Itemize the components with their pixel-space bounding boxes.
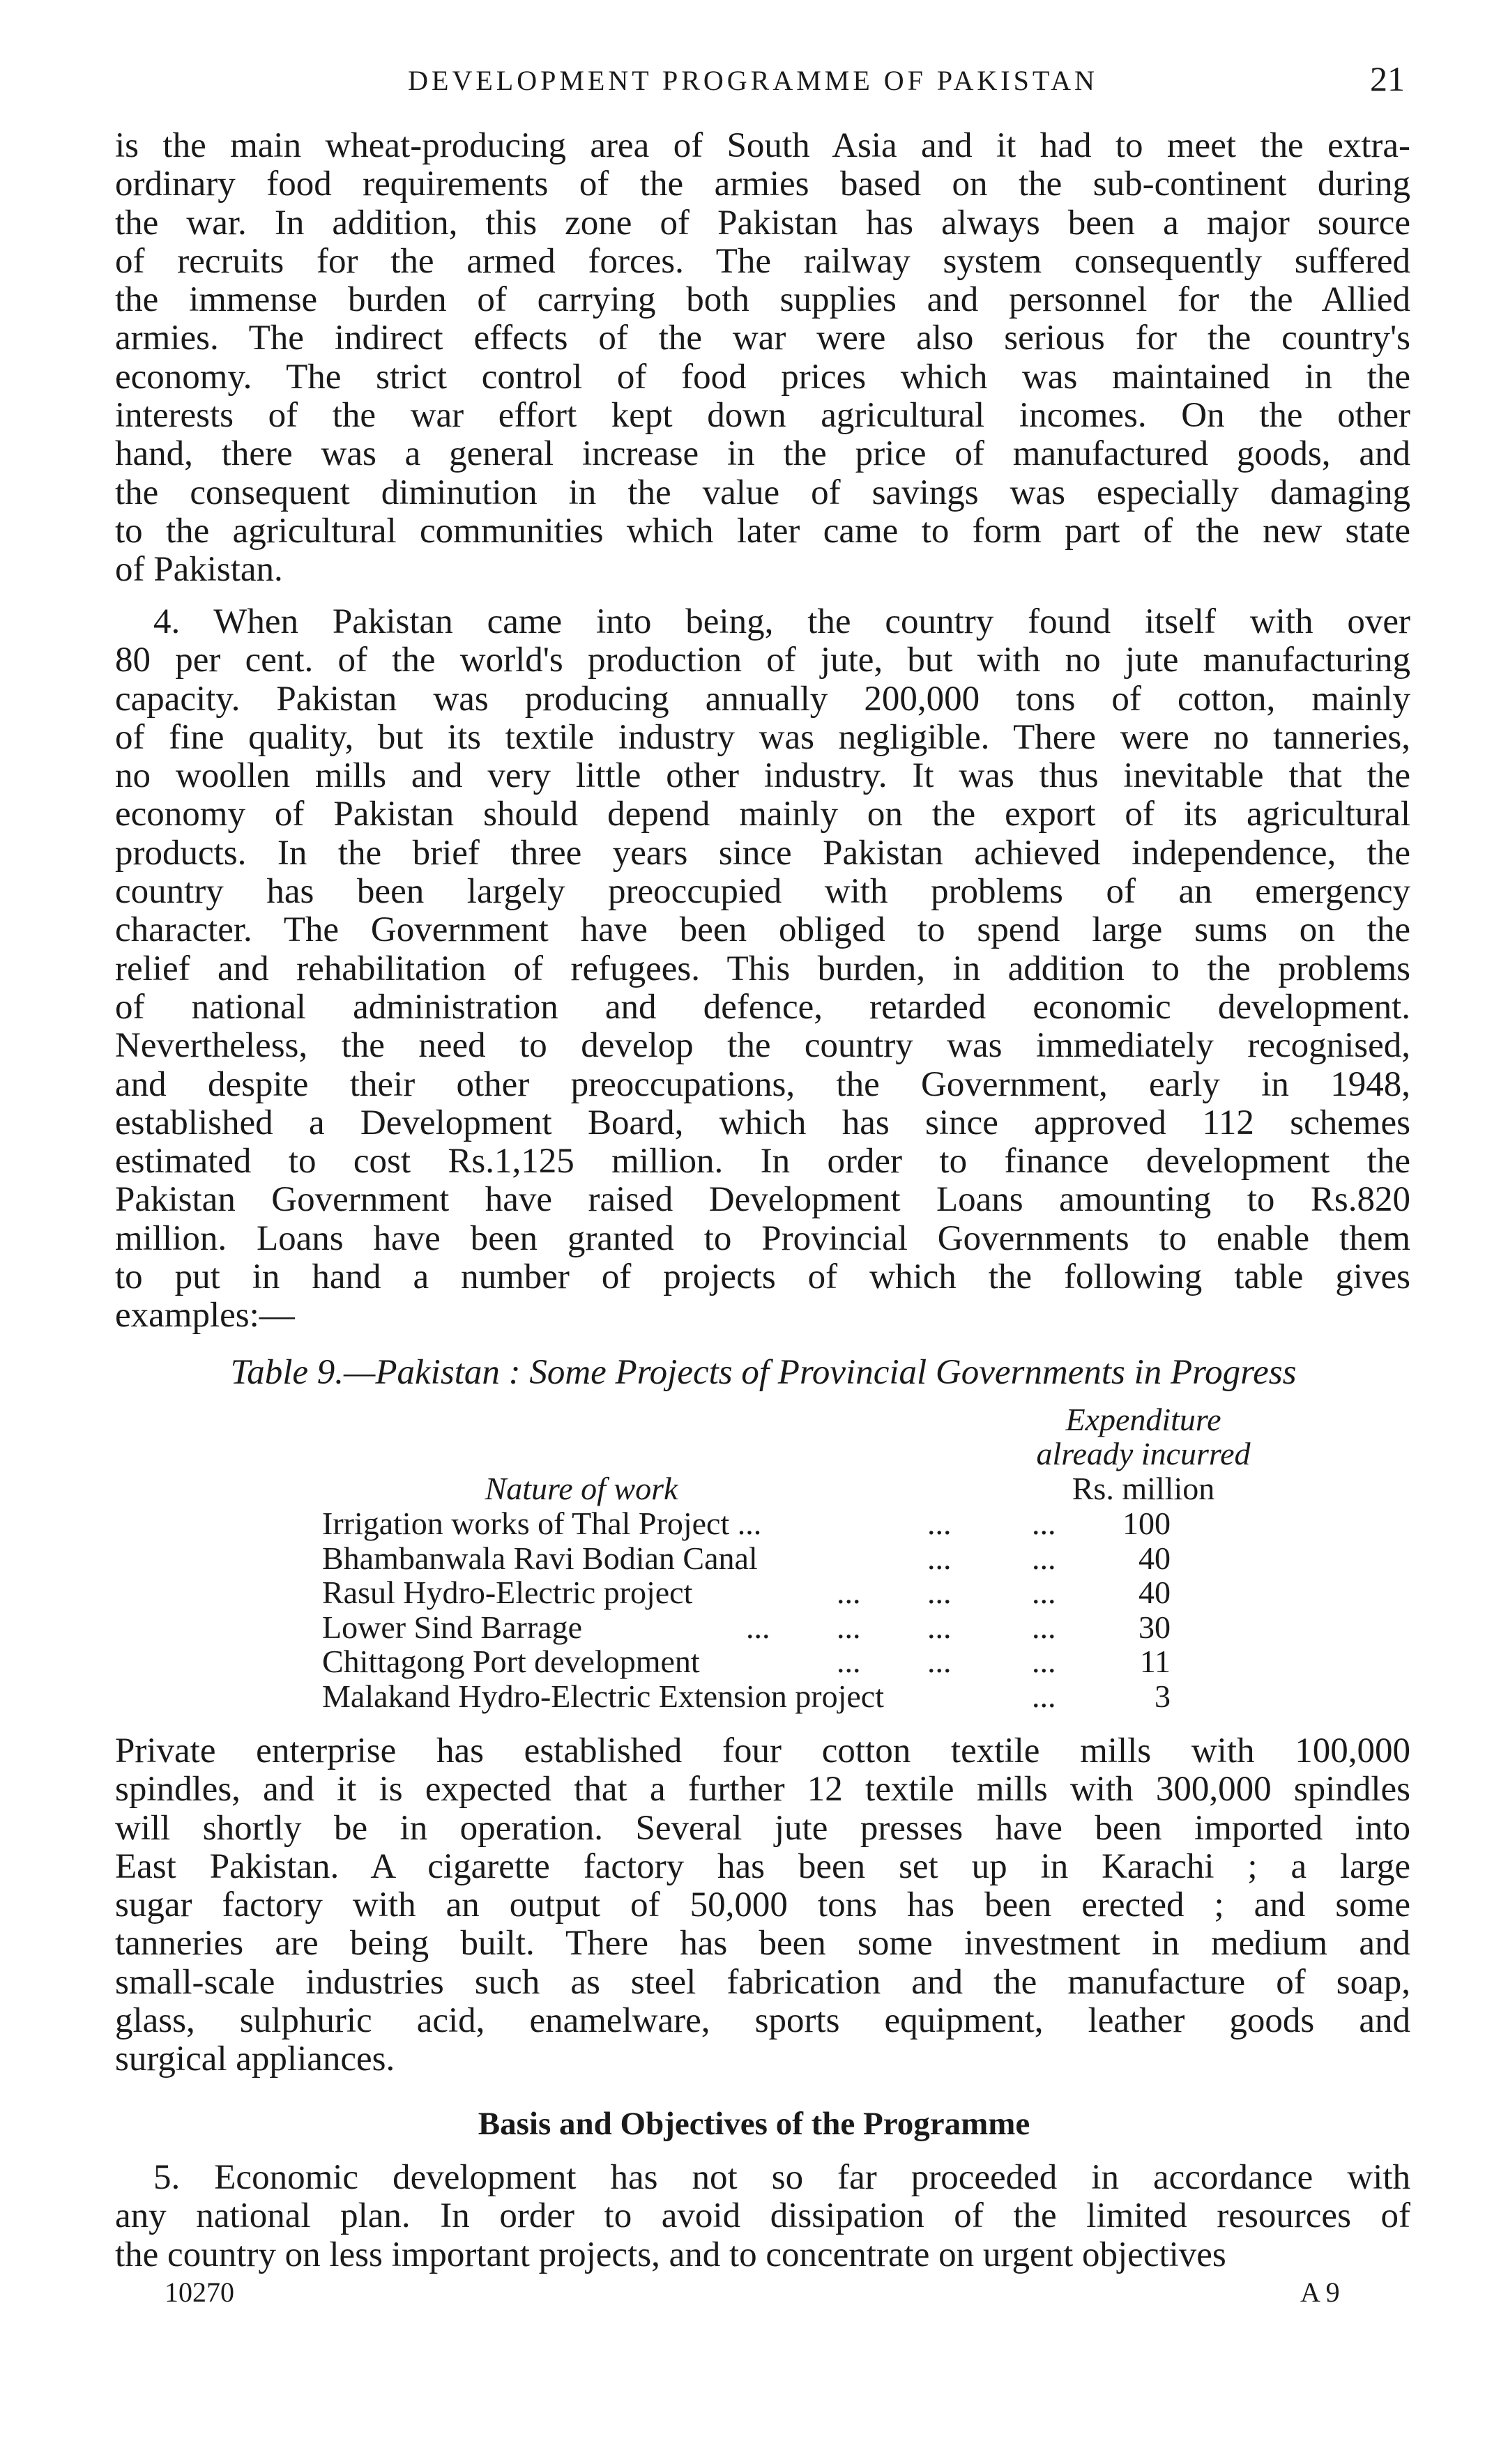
dot-leader: ... bbox=[927, 1575, 952, 1611]
text-line: Private enterprise has established four cotton textile mills with 100,000 bbox=[115, 1731, 1410, 1770]
page-number: 21 bbox=[1370, 59, 1405, 98]
dot-leader: ... bbox=[1032, 1540, 1056, 1576]
text-line: small-scale industries such as steel fabrication and the manufacture of soap, bbox=[115, 1962, 1410, 2002]
text-line: of Pakistan. bbox=[115, 550, 283, 590]
text-line: to put in hand a number of projects of which the following table gives bbox=[115, 1257, 1410, 1297]
text-line: surgical appliances. bbox=[115, 2040, 395, 2079]
table-col2-header-line2: already incurred bbox=[1036, 1436, 1251, 1471]
project-name: Malakand Hydro-Electric Extension project bbox=[322, 1678, 884, 1714]
paragraph-private-enterprise bbox=[115, 1732, 1410, 2079]
project-name: Chittagong Port development bbox=[322, 1644, 700, 1680]
expenditure-value: 30 bbox=[1138, 1609, 1171, 1645]
project-name: Irrigation works of Thal Project ... bbox=[322, 1506, 762, 1541]
text-line: country has been largely preoccupied with problems of an emergency bbox=[115, 872, 1410, 912]
text-line: Nevertheless, the need to develop the country was immediately recognised, bbox=[115, 1026, 1410, 1066]
text-line: East Pakistan. A cigarette factory has been set up in Karachi ; a large bbox=[115, 1846, 1410, 1886]
text-line: of fine quality, but its textile industry was negligible. There were no tanneries, bbox=[115, 717, 1410, 757]
dot-leader: ... bbox=[1032, 1506, 1056, 1541]
footer-signature-number: 10270 bbox=[165, 2276, 234, 2308]
text-line: spindles, and it is expected that a further 12 textile mills with 300,000 spindles bbox=[115, 1770, 1410, 1809]
table-row bbox=[0, 1679, 1508, 1714]
text-line: any national plan. In order to avoid dissipation of the limited resources of bbox=[115, 2196, 1410, 2236]
text-line: 5. Economic development has not so far proceeded in accordance with bbox=[153, 2158, 1410, 2197]
text-line: 4. When Pakistan came into being, the country found itself with over bbox=[153, 602, 1410, 641]
dot-leader: ... bbox=[927, 1644, 952, 1680]
expenditure-value: 3 bbox=[1155, 1678, 1171, 1714]
text-line: of national administration and defence, retarded economic development. bbox=[115, 987, 1410, 1027]
text-line: examples:— bbox=[115, 1296, 295, 1336]
text-line: to the agricultural communities which later came to form part of the new state bbox=[115, 511, 1410, 551]
text-line: glass, sulphuric acid, enamelware, sports equipment, leather goods and bbox=[115, 2001, 1410, 2041]
table-row bbox=[0, 1610, 1508, 1645]
dot-leader: ... bbox=[837, 1575, 861, 1611]
text-line: tanneries are being built. There has been some investment in medium and bbox=[115, 1924, 1410, 1964]
table-col2-header-line3: Rs. million bbox=[1072, 1471, 1215, 1506]
dot-leader: ... bbox=[746, 1609, 770, 1645]
text-line: 80 per cent. of the world's production of jute, but with no jute manufacturing bbox=[115, 641, 1410, 680]
expenditure-value: 40 bbox=[1138, 1540, 1171, 1576]
text-line: sugar factory with an output of 50,000 tons has been erected ; and some bbox=[115, 1885, 1410, 1925]
table-row bbox=[0, 1541, 1508, 1576]
section-heading: Basis and Objectives of the Programme bbox=[478, 2106, 1030, 2142]
project-name: Bhambanwala Ravi Bodian Canal bbox=[322, 1540, 758, 1576]
text-line: and despite their other preoccupations, the Government, early in 1948, bbox=[115, 1064, 1410, 1104]
expenditure-value: 40 bbox=[1138, 1575, 1171, 1611]
text-line: will shortly be in operation. Several jute presses have been imported into bbox=[115, 1808, 1410, 1848]
text-line: no woollen mills and very little other industry. It was thus inevitable that the bbox=[115, 756, 1410, 796]
table-caption: Table 9.—Pakistan : Some Projects of Provincial Governments in Progress bbox=[230, 1353, 1297, 1392]
text-line: hand, there was a general increase in the price of manufactured goods, and bbox=[115, 434, 1410, 474]
expenditure-value: 11 bbox=[1139, 1644, 1171, 1680]
dot-leader: ... bbox=[837, 1644, 861, 1680]
text-line: the consequent diminution in the value of savings was especially damaging bbox=[115, 473, 1410, 512]
text-line: established a Development Board, which has since approved 112 schemes bbox=[115, 1103, 1410, 1142]
dot-leader: ... bbox=[1032, 1609, 1056, 1645]
text-line: the immense burden of carrying both supplies and personnel for the Allied bbox=[115, 280, 1410, 320]
running-title: DEVELOPMENT PROGRAMME OF PAKISTAN bbox=[408, 65, 1098, 96]
table-row bbox=[0, 1575, 1508, 1610]
table-col1-header: Nature of work bbox=[485, 1471, 678, 1506]
text-line: economy of Pakistan should depend mainly on the export of its agricultural bbox=[115, 795, 1410, 834]
paragraph-4 bbox=[115, 603, 1410, 1336]
text-line: ordinary food requirements of the armies based on the sub-continent during bbox=[115, 164, 1410, 204]
text-line: interests of the war effort kept down agricultural incomes. On the other bbox=[115, 396, 1410, 436]
text-line: character. The Government have been obliged to spend large sums on the bbox=[115, 910, 1410, 950]
text-line: capacity. Pakistan was producing annually 200,000 tons of cotton, mainly bbox=[115, 679, 1410, 719]
project-name: Lower Sind Barrage bbox=[322, 1609, 582, 1645]
project-name: Rasul Hydro-Electric project bbox=[322, 1575, 693, 1611]
text-line: Pakistan Government have raised Development Loans amounting to Rs.820 bbox=[115, 1180, 1410, 1220]
table-row bbox=[0, 1644, 1508, 1679]
text-line: economy. The strict control of food prices which was maintained in the bbox=[115, 357, 1410, 397]
dot-leader: ... bbox=[927, 1506, 952, 1541]
text-line: estimated to cost Rs.1,125 million. In order to finance development the bbox=[115, 1142, 1410, 1181]
dot-leader: ... bbox=[1032, 1678, 1056, 1714]
text-line: armies. The indirect effects of the war were also serious for the country's bbox=[115, 319, 1410, 358]
text-line: of recruits for the armed forces. The railway system consequently suffered bbox=[115, 241, 1410, 281]
text-line: the country on less important projects, and to concentrate on urgent objectives bbox=[115, 2235, 1226, 2274]
text-line: million. Loans have been granted to Provincial Governments to enable them bbox=[115, 1218, 1410, 1258]
expenditure-value: 100 bbox=[1122, 1506, 1171, 1541]
text-line: products. In the brief three years since Pakistan achieved independence, the bbox=[115, 833, 1410, 873]
dot-leader: ... bbox=[837, 1609, 861, 1645]
dot-leader: ... bbox=[927, 1540, 952, 1576]
paragraph-war-effects bbox=[115, 127, 1410, 590]
dot-leader: ... bbox=[927, 1609, 952, 1645]
text-line: relief and rehabilitation of refugees. This burden, in addition to the problems bbox=[115, 949, 1410, 988]
text-line: is the main wheat-producing area of South Asia and it had to meet the extra- bbox=[115, 126, 1410, 165]
table-row bbox=[0, 1506, 1508, 1541]
table-col2-header-line1: Expenditure bbox=[1065, 1402, 1221, 1437]
dot-leader: ... bbox=[1032, 1644, 1056, 1680]
footer-sheet-mark: A 9 bbox=[1300, 2276, 1340, 2308]
text-line: the war. In addition, this zone of Pakistan has always been a major source bbox=[115, 203, 1410, 243]
paragraph-5 bbox=[115, 2159, 1410, 2274]
dot-leader: ... bbox=[1032, 1575, 1056, 1611]
